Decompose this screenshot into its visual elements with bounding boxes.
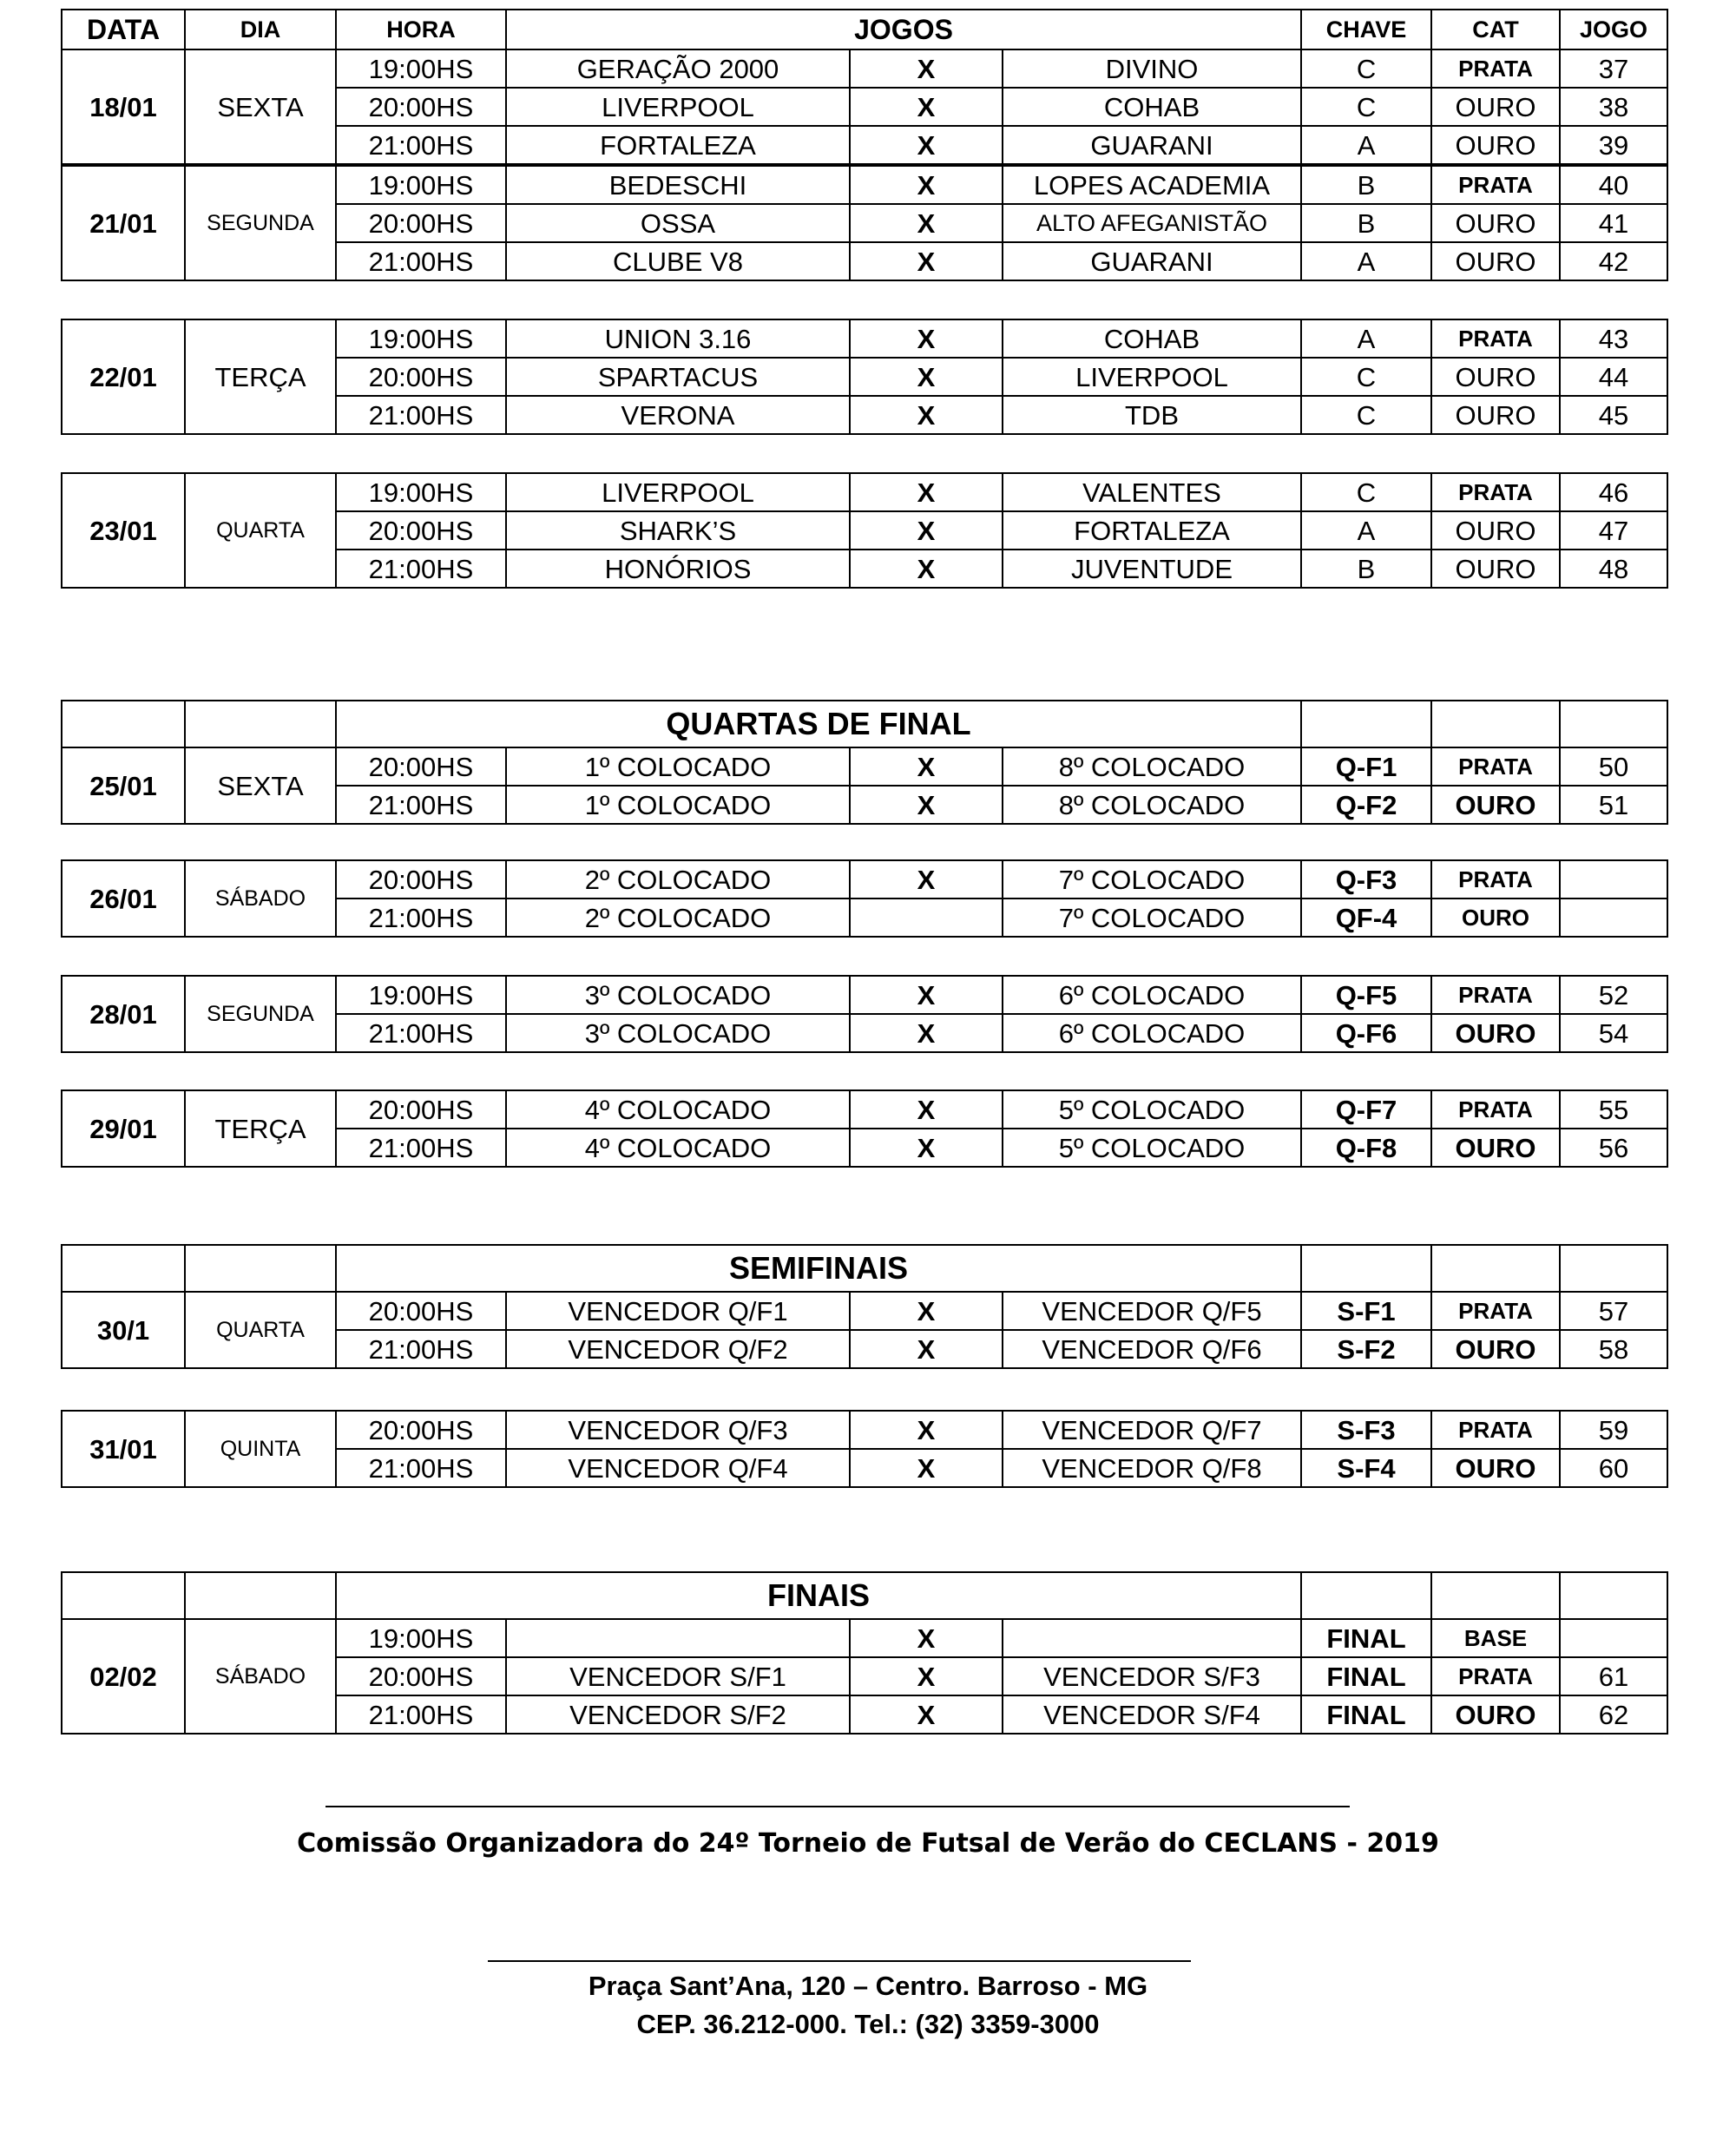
- versus-mark: X: [850, 1129, 1003, 1167]
- game-time: 20:00HS: [336, 1657, 506, 1695]
- header-chave: CHAVE: [1301, 10, 1431, 49]
- versus-mark: X: [850, 1695, 1003, 1734]
- game-number: 62: [1560, 1695, 1667, 1734]
- stage-empty-cell: [1560, 1245, 1667, 1292]
- game-time: 19:00HS: [336, 166, 506, 204]
- game-time: 20:00HS: [336, 511, 506, 550]
- versus-mark: X: [850, 1619, 1003, 1657]
- versus-mark: X: [850, 204, 1003, 242]
- home-team: VENCEDOR Q/F1: [506, 1292, 850, 1330]
- group-key: A: [1301, 319, 1431, 358]
- schedule-table: [61, 1089, 1668, 1168]
- stage-empty-cell: [185, 1245, 336, 1292]
- game-time: 20:00HS: [336, 1292, 506, 1330]
- home-team: [506, 1619, 850, 1657]
- away-team: GUARANI: [1003, 126, 1301, 164]
- schedule-table: [61, 165, 1668, 281]
- category: PRATA: [1431, 473, 1560, 511]
- home-team: VENCEDOR S/F1: [506, 1657, 850, 1695]
- versus-mark: X: [850, 88, 1003, 126]
- stage-empty-cell: [1301, 701, 1431, 747]
- away-team: ALTO AFEGANISTÃO: [1003, 204, 1301, 242]
- away-team: COHAB: [1003, 88, 1301, 126]
- away-team: LIVERPOOL: [1003, 358, 1301, 396]
- stage-title: QUARTAS DE FINAL: [336, 701, 1301, 747]
- game-number: 57: [1560, 1292, 1667, 1330]
- game-time: 21:00HS: [336, 1129, 506, 1167]
- game-row: [62, 1090, 1667, 1129]
- away-team: 5º COLOCADO: [1003, 1090, 1301, 1129]
- game-number: 52: [1560, 976, 1667, 1014]
- home-team: SHARK’S: [506, 511, 850, 550]
- schedule-table: [61, 9, 1668, 165]
- game-time: 19:00HS: [336, 319, 506, 358]
- game-number: 55: [1560, 1090, 1667, 1129]
- versus-mark: X: [850, 242, 1003, 280]
- category: OURO: [1431, 1449, 1560, 1487]
- versus-mark: X: [850, 1449, 1003, 1487]
- away-team: 8º COLOCADO: [1003, 786, 1301, 824]
- versus-mark: X: [850, 747, 1003, 786]
- game-number: 43: [1560, 319, 1667, 358]
- game-row: [62, 473, 1667, 511]
- game-date: 02/02: [62, 1619, 185, 1734]
- away-team: DIVINO: [1003, 49, 1301, 88]
- address-line-1: Praça Sant’Ana, 120 – Centro. Barroso - MG: [588, 1971, 1148, 2001]
- game-time: 21:00HS: [336, 1330, 506, 1368]
- game-number: [1560, 899, 1667, 937]
- game-weekday: SEXTA: [185, 747, 336, 824]
- category: PRATA: [1431, 166, 1560, 204]
- game-row: [62, 1619, 1667, 1657]
- game-number: 59: [1560, 1411, 1667, 1449]
- game-time: 19:00HS: [336, 976, 506, 1014]
- stage-empty-cell: [62, 1572, 185, 1619]
- versus-mark: X: [850, 550, 1003, 588]
- game-time: 19:00HS: [336, 1619, 506, 1657]
- header-jogos: JOGOS: [506, 10, 1301, 49]
- game-time: 21:00HS: [336, 786, 506, 824]
- game-number: 40: [1560, 166, 1667, 204]
- game-time: 20:00HS: [336, 1090, 506, 1129]
- game-row: [62, 1411, 1667, 1449]
- stage-empty-cell: [1431, 1572, 1560, 1619]
- group-key: A: [1301, 511, 1431, 550]
- group-key: C: [1301, 396, 1431, 434]
- category: BASE: [1431, 1619, 1560, 1657]
- group-key: FINAL: [1301, 1657, 1431, 1695]
- group-key: Q-F3: [1301, 860, 1431, 899]
- game-number: 54: [1560, 1014, 1667, 1052]
- game-time: 20:00HS: [336, 204, 506, 242]
- header-data: DATA: [62, 10, 185, 49]
- versus-mark: X: [850, 1090, 1003, 1129]
- versus-mark: X: [850, 1411, 1003, 1449]
- category: OURO: [1431, 204, 1560, 242]
- game-weekday: SEXTA: [185, 49, 336, 164]
- group-key: S-F3: [1301, 1411, 1431, 1449]
- category: PRATA: [1431, 319, 1560, 358]
- game-time: 20:00HS: [336, 88, 506, 126]
- category: PRATA: [1431, 976, 1560, 1014]
- category: OURO: [1431, 358, 1560, 396]
- header-cat: CAT: [1431, 10, 1560, 49]
- group-key: C: [1301, 358, 1431, 396]
- game-time: 21:00HS: [336, 242, 506, 280]
- game-weekday: TERÇA: [185, 1090, 336, 1167]
- game-number: 56: [1560, 1129, 1667, 1167]
- home-team: VERONA: [506, 396, 850, 434]
- home-team: GERAÇÃO 2000: [506, 49, 850, 88]
- header-dia: DIA: [185, 10, 336, 49]
- game-weekday: SÁBADO: [185, 1619, 336, 1734]
- stage-title: FINAIS: [336, 1572, 1301, 1619]
- versus-mark: X: [850, 1292, 1003, 1330]
- group-key: B: [1301, 166, 1431, 204]
- away-team: 7º COLOCADO: [1003, 899, 1301, 937]
- group-key: Q-F8: [1301, 1129, 1431, 1167]
- game-number: 37: [1560, 49, 1667, 88]
- game-date: 25/01: [62, 747, 185, 824]
- game-number: 48: [1560, 550, 1667, 588]
- game-date: 22/01: [62, 319, 185, 434]
- away-team: VENCEDOR Q/F5: [1003, 1292, 1301, 1330]
- game-number: 46: [1560, 473, 1667, 511]
- versus-mark: X: [850, 786, 1003, 824]
- group-key: C: [1301, 473, 1431, 511]
- category: PRATA: [1431, 747, 1560, 786]
- away-team: [1003, 1619, 1301, 1657]
- home-team: VENCEDOR Q/F4: [506, 1449, 850, 1487]
- game-number: 45: [1560, 396, 1667, 434]
- game-row: [62, 1292, 1667, 1330]
- schedule-table: [61, 859, 1668, 938]
- home-team: CLUBE V8: [506, 242, 850, 280]
- stage-empty-cell: [1560, 1572, 1667, 1619]
- schedule-table: [61, 1244, 1668, 1369]
- game-row: [62, 976, 1667, 1014]
- group-key: Q-F2: [1301, 786, 1431, 824]
- stage-empty-cell: [62, 701, 185, 747]
- home-team: BEDESCHI: [506, 166, 850, 204]
- category: OURO: [1431, 511, 1560, 550]
- group-key: Q-F5: [1301, 976, 1431, 1014]
- category: PRATA: [1431, 49, 1560, 88]
- game-number: 61: [1560, 1657, 1667, 1695]
- versus-mark: X: [850, 49, 1003, 88]
- game-number: [1560, 1619, 1667, 1657]
- group-key: A: [1301, 126, 1431, 164]
- category: OURO: [1431, 550, 1560, 588]
- away-team: VENCEDOR S/F4: [1003, 1695, 1301, 1734]
- home-team: 2º COLOCADO: [506, 860, 850, 899]
- home-team: 4º COLOCADO: [506, 1090, 850, 1129]
- versus-mark: X: [850, 473, 1003, 511]
- stage-empty-cell: [1301, 1572, 1431, 1619]
- group-key: QF-4: [1301, 899, 1431, 937]
- category: PRATA: [1431, 1657, 1560, 1695]
- game-time: 21:00HS: [336, 126, 506, 164]
- versus-mark: X: [850, 1014, 1003, 1052]
- home-team: VENCEDOR Q/F2: [506, 1330, 850, 1368]
- game-time: 21:00HS: [336, 396, 506, 434]
- game-weekday: QUARTA: [185, 1292, 336, 1368]
- game-number: 38: [1560, 88, 1667, 126]
- game-number: 44: [1560, 358, 1667, 396]
- group-key: Q-F6: [1301, 1014, 1431, 1052]
- category: OURO: [1431, 126, 1560, 164]
- game-date: 26/01: [62, 860, 185, 937]
- game-time: 21:00HS: [336, 550, 506, 588]
- home-team: LIVERPOOL: [506, 473, 850, 511]
- game-time: 20:00HS: [336, 358, 506, 396]
- versus-mark: X: [850, 1657, 1003, 1695]
- game-weekday: TERÇA: [185, 319, 336, 434]
- stage-empty-cell: [1560, 701, 1667, 747]
- game-row: [62, 860, 1667, 899]
- group-key: B: [1301, 550, 1431, 588]
- schedule-table: [61, 319, 1668, 435]
- header-hora: HORA: [336, 10, 506, 49]
- schedule-table: [61, 975, 1668, 1053]
- versus-mark: X: [850, 126, 1003, 164]
- signature-line-commission: [326, 1806, 1350, 1807]
- game-row: [62, 166, 1667, 204]
- away-team: 6º COLOCADO: [1003, 976, 1301, 1014]
- group-key: FINAL: [1301, 1695, 1431, 1734]
- game-number: 58: [1560, 1330, 1667, 1368]
- category: OURO: [1431, 1014, 1560, 1052]
- group-key: C: [1301, 88, 1431, 126]
- stage-empty-cell: [1431, 701, 1560, 747]
- versus-mark: X: [850, 976, 1003, 1014]
- game-weekday: QUARTA: [185, 473, 336, 588]
- game-number: [1560, 860, 1667, 899]
- schedule-table: [61, 1571, 1668, 1735]
- group-key: A: [1301, 242, 1431, 280]
- game-date: 30/1: [62, 1292, 185, 1368]
- home-team: HONÓRIOS: [506, 550, 850, 588]
- schedule-table: [61, 1410, 1668, 1488]
- game-time: 21:00HS: [336, 1449, 506, 1487]
- away-team: FORTALEZA: [1003, 511, 1301, 550]
- home-team: VENCEDOR S/F2: [506, 1695, 850, 1734]
- signature-line-address: [488, 1960, 1191, 1962]
- game-time: 20:00HS: [336, 1411, 506, 1449]
- category: PRATA: [1431, 1411, 1560, 1449]
- away-team: GUARANI: [1003, 242, 1301, 280]
- game-number: 41: [1560, 204, 1667, 242]
- category: OURO: [1431, 1129, 1560, 1167]
- category: PRATA: [1431, 1090, 1560, 1129]
- versus-mark: X: [850, 511, 1003, 550]
- header-jogo: JOGO: [1560, 10, 1667, 49]
- away-team: TDB: [1003, 396, 1301, 434]
- game-time: 21:00HS: [336, 1695, 506, 1734]
- game-row: [62, 49, 1667, 88]
- category: OURO: [1431, 242, 1560, 280]
- category: PRATA: [1431, 1292, 1560, 1330]
- home-team: VENCEDOR Q/F3: [506, 1411, 850, 1449]
- game-date: 29/01: [62, 1090, 185, 1167]
- group-key: S-F1: [1301, 1292, 1431, 1330]
- versus-mark: X: [850, 319, 1003, 358]
- stage-empty-cell: [1431, 1245, 1560, 1292]
- game-weekday: QUINTA: [185, 1411, 336, 1487]
- group-key: C: [1301, 49, 1431, 88]
- away-team: VENCEDOR Q/F7: [1003, 1411, 1301, 1449]
- stage-title: SEMIFINAIS: [336, 1245, 1301, 1292]
- game-time: 19:00HS: [336, 473, 506, 511]
- away-team: VALENTES: [1003, 473, 1301, 511]
- category: OURO: [1431, 899, 1560, 937]
- schedule-table: [61, 472, 1668, 589]
- versus-mark: X: [850, 358, 1003, 396]
- versus-mark: X: [850, 166, 1003, 204]
- game-weekday: SEGUNDA: [185, 976, 336, 1052]
- game-number: 42: [1560, 242, 1667, 280]
- game-date: 28/01: [62, 976, 185, 1052]
- home-team: 2º COLOCADO: [506, 899, 850, 937]
- home-team: OSSA: [506, 204, 850, 242]
- home-team: 3º COLOCADO: [506, 1014, 850, 1052]
- home-team: 1º COLOCADO: [506, 786, 850, 824]
- game-time: 20:00HS: [336, 747, 506, 786]
- away-team: 6º COLOCADO: [1003, 1014, 1301, 1052]
- category: OURO: [1431, 396, 1560, 434]
- category: OURO: [1431, 786, 1560, 824]
- group-key: Q-F7: [1301, 1090, 1431, 1129]
- category: OURO: [1431, 88, 1560, 126]
- home-team: UNION 3.16: [506, 319, 850, 358]
- stage-empty-cell: [1301, 1245, 1431, 1292]
- game-number: 51: [1560, 786, 1667, 824]
- home-team: 1º COLOCADO: [506, 747, 850, 786]
- away-team: VENCEDOR Q/F8: [1003, 1449, 1301, 1487]
- game-row: [62, 319, 1667, 358]
- game-weekday: SEGUNDA: [185, 166, 336, 280]
- game-date: 23/01: [62, 473, 185, 588]
- away-team: JUVENTUDE: [1003, 550, 1301, 588]
- home-team: SPARTACUS: [506, 358, 850, 396]
- versus-mark: X: [850, 860, 1003, 899]
- stage-empty-cell: [62, 1245, 185, 1292]
- game-number: 60: [1560, 1449, 1667, 1487]
- away-team: COHAB: [1003, 319, 1301, 358]
- game-number: 39: [1560, 126, 1667, 164]
- game-weekday: SÁBADO: [185, 860, 336, 937]
- stage-empty-cell: [185, 1572, 336, 1619]
- game-number: 47: [1560, 511, 1667, 550]
- home-team: FORTALEZA: [506, 126, 850, 164]
- game-time: 21:00HS: [336, 899, 506, 937]
- game-date: 31/01: [62, 1411, 185, 1487]
- home-team: 3º COLOCADO: [506, 976, 850, 1014]
- away-team: VENCEDOR S/F3: [1003, 1657, 1301, 1695]
- category: OURO: [1431, 1330, 1560, 1368]
- address-line-2: CEP. 36.212-000. Tel.: (32) 3359-3000: [636, 2009, 1100, 2039]
- group-key: S-F2: [1301, 1330, 1431, 1368]
- home-team: 4º COLOCADO: [506, 1129, 850, 1167]
- game-date: 21/01: [62, 166, 185, 280]
- schedule-table: [61, 700, 1668, 825]
- stage-empty-cell: [185, 701, 336, 747]
- versus-mark: X: [850, 1330, 1003, 1368]
- group-key: Q-F1: [1301, 747, 1431, 786]
- away-team: 7º COLOCADO: [1003, 860, 1301, 899]
- game-row: [62, 747, 1667, 786]
- group-key: FINAL: [1301, 1619, 1431, 1657]
- group-key: B: [1301, 204, 1431, 242]
- game-time: 21:00HS: [336, 1014, 506, 1052]
- group-key: S-F4: [1301, 1449, 1431, 1487]
- versus-mark: X: [850, 396, 1003, 434]
- home-team: LIVERPOOL: [506, 88, 850, 126]
- game-number: 50: [1560, 747, 1667, 786]
- away-team: 8º COLOCADO: [1003, 747, 1301, 786]
- away-team: VENCEDOR Q/F6: [1003, 1330, 1301, 1368]
- versus-mark: [850, 899, 1003, 937]
- game-time: 20:00HS: [336, 860, 506, 899]
- away-team: 5º COLOCADO: [1003, 1129, 1301, 1167]
- game-time: 19:00HS: [336, 49, 506, 88]
- commission-signature-text: Comissão Organizadora do 24º Torneio de Futsal de Verão do CECLANS - 2019: [297, 1828, 1439, 1859]
- category: PRATA: [1431, 860, 1560, 899]
- game-date: 18/01: [62, 49, 185, 164]
- away-team: LOPES ACADEMIA: [1003, 166, 1301, 204]
- category: OURO: [1431, 1695, 1560, 1734]
